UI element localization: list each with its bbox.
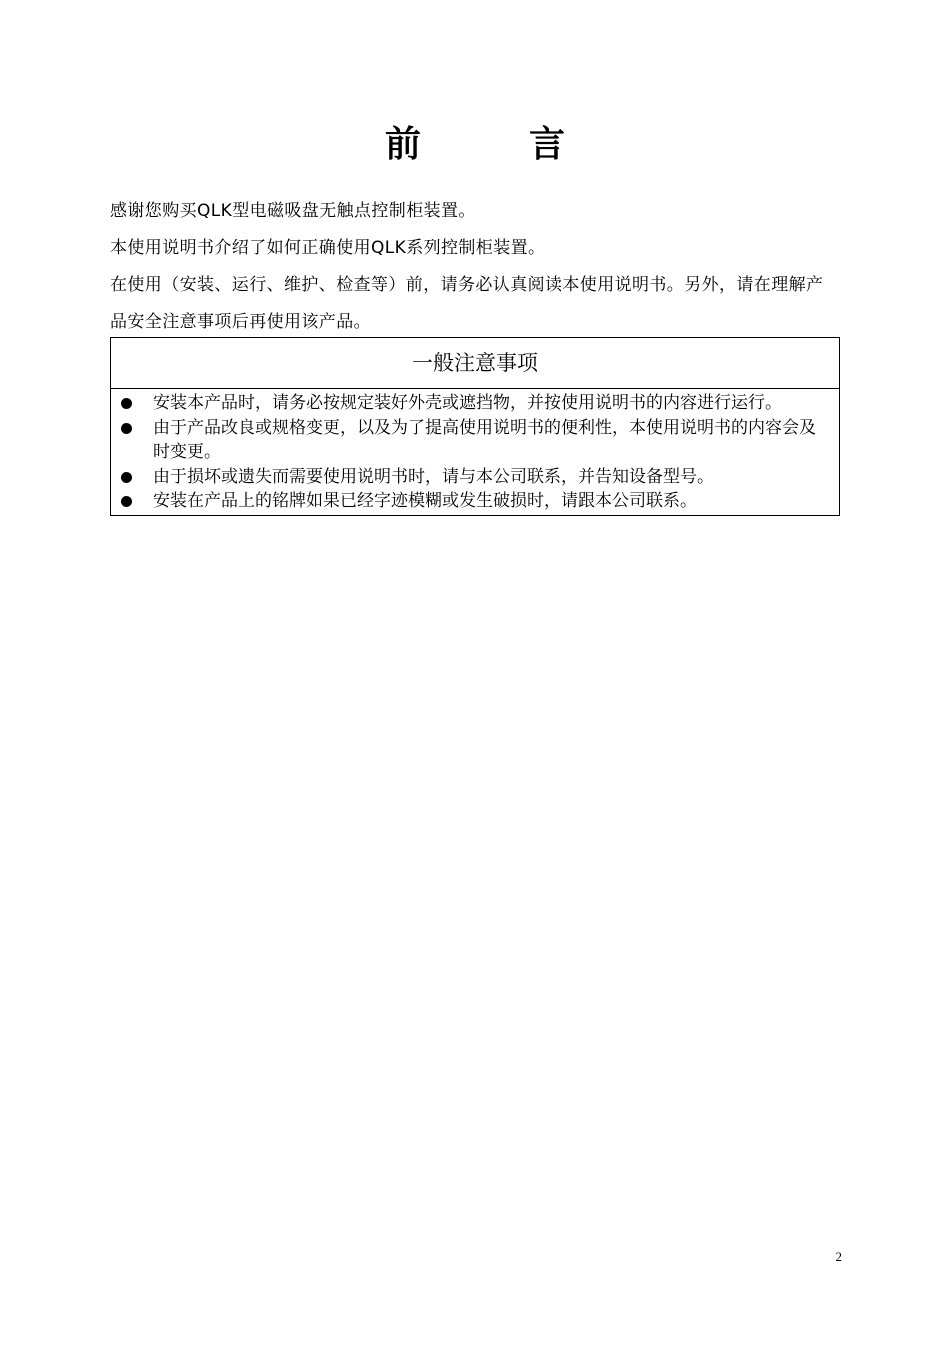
- bullet-icon: [121, 398, 132, 409]
- notice-item: [111, 391, 839, 416]
- bullet-icon: [121, 472, 132, 483]
- page-number: 2: [835, 1249, 842, 1264]
- notice-list: [111, 389, 839, 515]
- bullet-icon: [121, 496, 132, 507]
- notice-item-text: 由于产品改良或规格变更，以及为了提高使用说明书的便利性，本使用说明书的内容会及时变更。: [153, 417, 816, 462]
- intro-paragraph-read-before-use: 在使用（安装、运行、维护、检查等）前，请务必认真阅读本使用说明书。另外，请在理解产品安全注意事项后再使用该产品。: [110, 275, 824, 332]
- page-title: 前 言: [384, 123, 601, 165]
- notice-heading: 一般注意事项: [111, 338, 839, 389]
- intro-paragraph-thanks: 感谢您购买QLK型电磁吸盘无触点控制柜装置。: [110, 201, 476, 221]
- notice-item: [111, 489, 839, 514]
- notice-item-text: 安装本产品时，请务必按规定装好外壳或遮挡物，并按使用说明书的内容进行运行。: [153, 393, 782, 413]
- notice-item-text: 由于损坏或遗失而需要使用说明书时，请与本公司联系，并告知设备型号。: [153, 466, 714, 487]
- notice-item: [111, 465, 839, 490]
- intro-section: [110, 193, 840, 341]
- general-notice-box: [110, 337, 840, 516]
- bullet-icon: [121, 423, 132, 434]
- notice-item-text: 安装在产品上的铭牌如果已经字迹模糊或发生破损时，请跟本公司联系。: [153, 491, 697, 511]
- intro-paragraph-manual: 本使用说明书介绍了如何正确使用QLK系列控制柜装置。: [110, 238, 546, 258]
- notice-item: [111, 416, 839, 465]
